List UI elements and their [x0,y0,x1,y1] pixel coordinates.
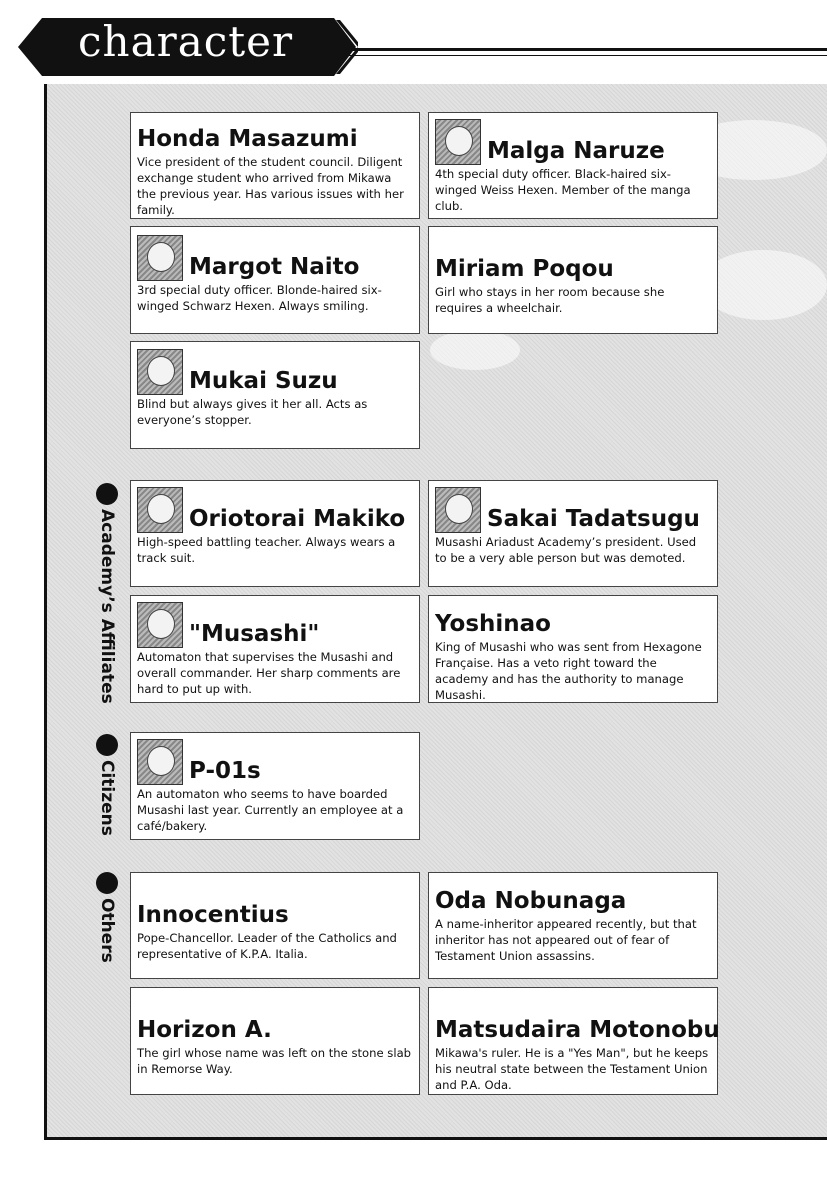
character-name: Malga Naruze [487,138,665,164]
character-name: Miriam Poqou [435,256,614,282]
character-name: Margot Naito [189,254,360,280]
character-card [130,732,420,840]
character-description: Pope-Chancellor. Leader of the Catholics and representative of K.P.A. Italia. [137,931,397,961]
character-description: Musashi Ariadust Academy’s president. Used to be a very able person but was demoted. [435,535,697,565]
bullet-icon [96,734,118,756]
character-description: A name-inheritor appeared recently, but that inheritor has not appeared out of fear of Testament Union assassins. [435,917,697,963]
section-academy-affiliates [96,483,118,704]
character-name: Yoshinao [435,611,551,637]
character-description: Automaton that supervises the Musashi and overall commander. Her sharp comments are hard to put up with. [137,650,401,696]
character-description: King of Musashi who was sent from Hexagone Française. Has a veto right toward the academy and has the authority to manage Musashi. [435,640,702,702]
portrait-image [435,487,481,533]
bullet-icon [96,483,118,505]
character-description: High-speed battling teacher. Always wears a track suit. [137,535,396,565]
character-name: Oriotorai Makiko [189,506,406,532]
character-name: Mukai Suzu [189,368,338,394]
character-card [130,112,420,219]
top-rule-thin [334,55,827,56]
character-card [428,480,718,587]
character-description: Blind but always gives it her all. Acts as everyone’s stopper. [137,397,368,427]
character-description: The girl whose name was left on the stone slab in Remorse Way. [137,1046,412,1076]
character-card [130,872,420,979]
section-label: Academy’s Affiliates [97,509,117,704]
character-name: Honda Masazumi [137,126,358,152]
character-description: Vice president of the student council. Diligent exchange student who arrived from Mikawa the previous year. Has various issues with her family. [137,155,404,217]
character-card [428,595,718,703]
character-card [130,987,420,1095]
character-card [130,480,420,587]
character-name: Horizon A. [137,1017,272,1043]
portrait-image [137,235,183,281]
section-label: Others [97,898,117,963]
character-description: 4th special duty officer. Black-haired six-winged Weiss Hexen. Member of the manga club. [435,167,691,213]
character-card [130,595,420,703]
portrait-image [137,487,183,533]
character-name: Matsudaira Motonobu [435,1017,720,1043]
character-card [428,112,718,219]
character-description: Mikawa's ruler. He is a "Yes Man", but he keeps his neutral state between the Testament Union and P.A. Oda. [435,1046,709,1092]
character-card [130,341,420,449]
portrait-image [137,602,183,648]
section-label: Citizens [97,760,117,836]
character-name: Oda Nobunaga [435,888,627,914]
character-name: Sakai Tadatsugu [487,506,700,532]
character-name: P-01s [189,758,261,784]
background-cloud [700,250,827,320]
character-description: An automaton who seems to have boarded Musashi last year. Currently an employee at a café/bakery. [137,787,404,833]
portrait-image [137,739,183,785]
portrait-image [137,349,183,395]
character-card [428,987,718,1095]
bullet-icon [96,872,118,894]
top-rule [330,48,827,51]
background-cloud [430,330,520,370]
character-name: Innocentius [137,902,289,928]
character-name: "Musashi" [189,621,320,647]
character-description: Girl who stays in her room because she requires a wheelchair. [435,285,665,315]
section-others [96,872,118,963]
character-description: 3rd special duty officer. Blonde-haired six-winged Schwarz Hexen. Always smiling. [137,283,382,313]
page-title: character [78,17,294,66]
character-card [428,226,718,334]
section-citizens [96,734,118,836]
character-card [428,872,718,979]
portrait-image [435,119,481,165]
character-card [130,226,420,334]
